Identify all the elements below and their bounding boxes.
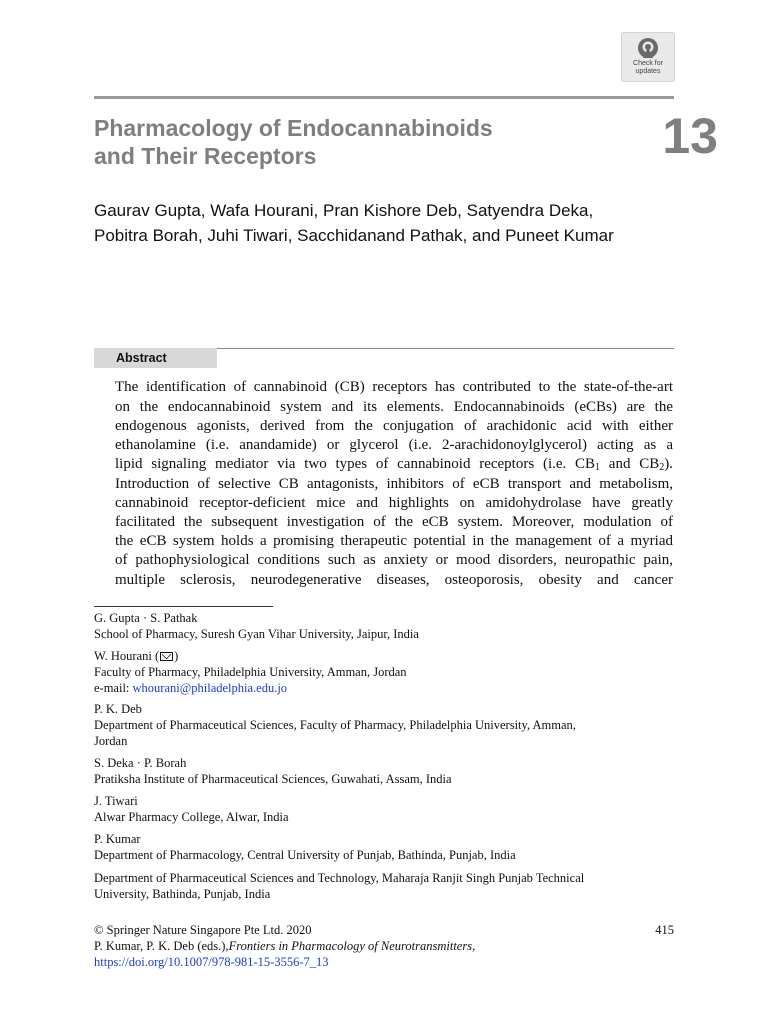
affiliation-institution: Alwar Pharmacy College, Alwar, India [94, 810, 289, 824]
doi-link[interactable]: https://doi.org/10.1007/978-981-15-3556-7_13 [94, 955, 329, 969]
book-editors: P. Kumar, P. K. Deb (eds.), [94, 939, 229, 953]
abstract-line: the eCB system holds a promising therapeutic potential in the management of a myriad [115, 533, 673, 549]
header-rule [94, 96, 674, 99]
author-line-2: Pobitra Borah, Juhi Tiwari, Sacchidanand Pathak, and Puneet Kumar [94, 226, 614, 245]
chapter-title-line2: and Their Receptors [94, 143, 317, 169]
affiliation-tiwari [94, 793, 684, 825]
author-list [94, 198, 714, 248]
affiliation-names: W. Hourani ( ) [94, 649, 179, 663]
affiliation-email [94, 680, 684, 696]
abstract-line: ethanolamine (i.e. anandamide) or glycerol (i.e. 2-arachidonoylglycerol) acting as a [115, 437, 673, 453]
abstract-line: of pathophysiological conditions such as anxiety or mood disorders, neuropathic pain, [115, 552, 673, 568]
book-title: Frontiers in Pharmacology of Neurotransmitters [228, 939, 473, 953]
abstract-text: lipid signaling mediator via two types of cannabinoid receptors (i.e. CB [115, 456, 596, 472]
abstract-line: on the endocannabinoid system and its elements. Endocannabinoids (eCBs) are the [115, 399, 673, 415]
page-number: 415 [655, 923, 674, 937]
abstract-line: Introduction of selective CB antagonists, inhibitors of eCB transport and metabolism, [115, 476, 673, 492]
abstract-line: facilitated the subsequent investigation of the eCB system. Moreover, modulation of [115, 514, 673, 530]
affiliation-names: G. Gupta · S. Pathak [94, 611, 198, 625]
affiliation-deb [94, 701, 684, 749]
check-for-updates-badge[interactable] [621, 32, 675, 82]
badge-label-line1: Check for [633, 60, 663, 67]
badge-label-line2: updates [635, 67, 661, 75]
abstract-line [115, 454, 673, 474]
copyright-notice: © Springer Nature Singapore Pte Ltd. 2020 [94, 923, 312, 937]
affiliation-kumar [94, 831, 684, 863]
affiliation-institution: School of Pharmacy, Suresh Gyan Vihar University, Jaipur, India [94, 627, 419, 641]
affiliation-names: S. Deka · P. Borah [94, 756, 187, 770]
affiliation-institution: University, Bathinda, Punjab, India [94, 887, 271, 901]
affiliation-names: P. K. Deb [94, 702, 142, 716]
subscript: 2 [659, 462, 665, 473]
affiliation-kumar-second [94, 870, 684, 902]
envelope-icon [160, 652, 173, 661]
abstract-line: multiple sclerosis, neurodegenerative diseases, osteoporosis, obesity and cancer [115, 572, 673, 588]
affiliation-names: P. Kumar [94, 832, 141, 846]
email-link[interactable]: whourani@philadelphia.edu.jo [132, 681, 288, 695]
affiliation-institution: Pratiksha Institute of Pharmaceutical Sciences, Guwahati, Assam, India [94, 772, 452, 786]
abstract-text: ). [664, 456, 673, 472]
affiliation-hourani [94, 648, 684, 696]
email-label: e-mail: [94, 681, 133, 695]
chapter-title [94, 114, 614, 170]
affiliation-gupta-pathak [94, 610, 684, 642]
affiliation-institution: Jordan [94, 734, 128, 748]
author-name: W. Hourani [94, 649, 152, 663]
affiliation-deka-borah [94, 755, 684, 787]
affiliation-institution: Department of Pharmacology, Central University of Punjab, Bathinda, Punjab, India [94, 848, 516, 862]
chapter-number: 13 [662, 108, 718, 164]
book-suffix: , [472, 939, 476, 953]
affiliation-names: J. Tiwari [94, 794, 138, 808]
abstract-line: The identification of cannabinoid (CB) receptors has contributed to the state-of-the-art [115, 379, 673, 395]
abstract-heading: Abstract [94, 348, 217, 368]
page-footer [94, 922, 674, 970]
affiliation-institution: Department of Pharmaceutical Sciences and Technology, Maharaja Ranjit Singh Punjab Technical [94, 871, 585, 885]
affiliation-institution: Department of Pharmaceutical Sciences, Faculty of Pharmacy, Philadelphia University, Amman, [94, 718, 576, 732]
abstract-line: endogenous agonists, derived from the conjugation of arachidonic acid with either [115, 418, 673, 434]
abstract-line: cannabinoid receptor-deficient mice and highlights on amidohydrolase have greatly [115, 495, 673, 511]
abstract-text: and CB [600, 456, 660, 472]
author-line-1: Gaurav Gupta, Wafa Hourani, Pran Kishore Deb, Satyendra Deka, [94, 201, 594, 220]
crossmark-icon [635, 36, 661, 60]
affiliation-institution: Faculty of Pharmacy, Philadelphia University, Amman, Jordan [94, 665, 407, 679]
footnote-rule [94, 606, 273, 607]
chapter-title-line1: Pharmacology of Endocannabinoids [94, 115, 493, 141]
subscript: 1 [595, 462, 601, 473]
